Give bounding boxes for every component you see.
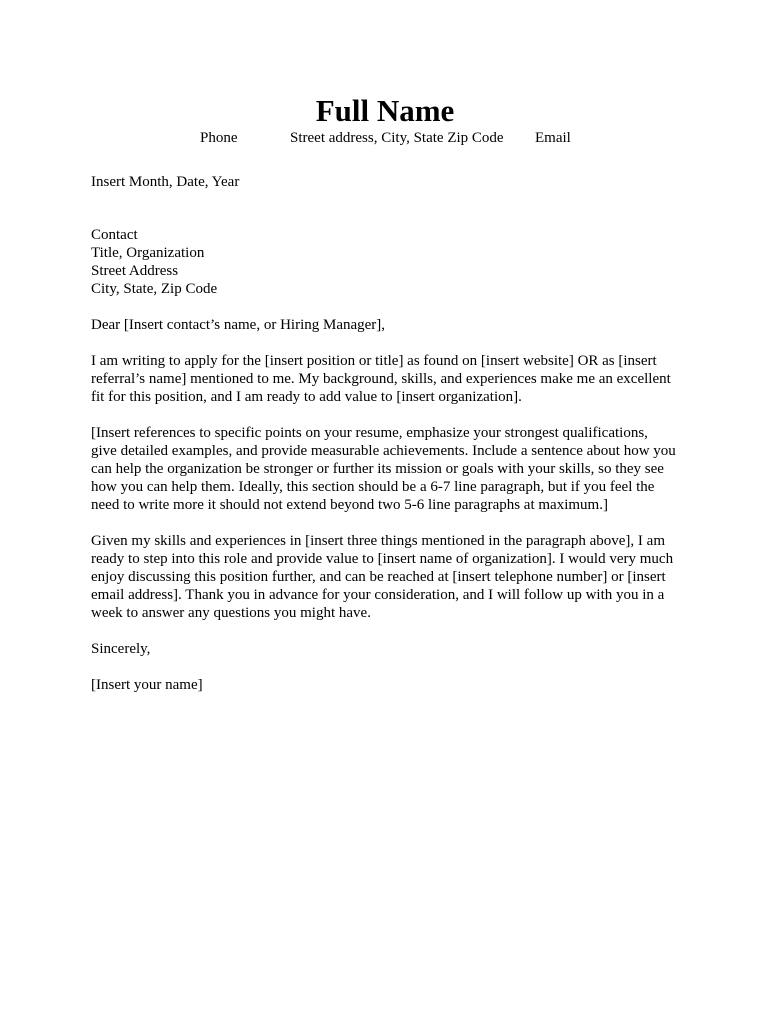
recipient-block (91, 226, 691, 298)
signature-placeholder: [Insert your name] (91, 677, 203, 693)
paragraph-line: can help the organization be stronger or further its mission or goals with your skills, so they see (91, 461, 664, 477)
letter-date: Insert Month, Date, Year (91, 174, 240, 190)
paragraph-line: need to write more it should not extend beyond two 5-6 line paragraphs at maximum.] (91, 497, 608, 513)
paragraph-intro (91, 352, 691, 406)
recipient-title-organization: Title, Organization (91, 245, 205, 261)
paragraph-closing (91, 532, 691, 622)
closing-salutation: Sincerely, (91, 641, 151, 657)
paragraph-line: email address]. Thank you in advance for your consideration, and I will follow up with you in a (91, 587, 665, 603)
paragraph-line: fit for this position, and I am ready to add value to [insert organization]. (91, 389, 522, 405)
paragraph-line: give detailed examples, and provide measurable achievements. Include a sentence about how you (91, 443, 676, 459)
paragraph-line: ready to step into this role and provide value to [insert name of organization]. I would very much (91, 551, 674, 567)
paragraph-line: I am writing to apply for the [insert position or title] as found on [insert website] OR as [insert (91, 353, 657, 369)
paragraph-line: how you can help them. Ideally, this section should be a 6-7 line paragraph, but if you feel the (91, 479, 655, 495)
letter-body (91, 173, 691, 694)
recipient-street-address: Street Address (91, 263, 179, 279)
paragraph-line: enjoy discussing this position further, and can be reached at [insert telephone number] or [insert (91, 569, 666, 585)
phone-text: Phone (200, 130, 238, 146)
recipient-city-state-zip: City, State, Zip Code (91, 281, 218, 297)
salutation: Dear [Insert contact’s name, or Hiring Manager], (91, 317, 386, 333)
recipient-contact: Contact (91, 227, 138, 243)
paragraph-line: [Insert references to specific points on your resume, emphasize your strongest qualifications, (91, 425, 648, 441)
full-name-heading: Full Name (315, 93, 455, 128)
paragraph-qualifications (91, 424, 691, 514)
paragraph-line: referral’s name] mentioned to me. My background, skills, and experiences make me an excellent (91, 371, 671, 387)
email-text: Email (535, 130, 571, 146)
paragraph-line: week to answer any questions you might have. (91, 605, 371, 621)
paragraph-line: Given my skills and experiences in [insert three things mentioned in the paragraph above], I am (91, 533, 665, 549)
contact-info-line (0, 129, 770, 147)
address-text: Street address, City, State Zip Code (290, 130, 504, 146)
